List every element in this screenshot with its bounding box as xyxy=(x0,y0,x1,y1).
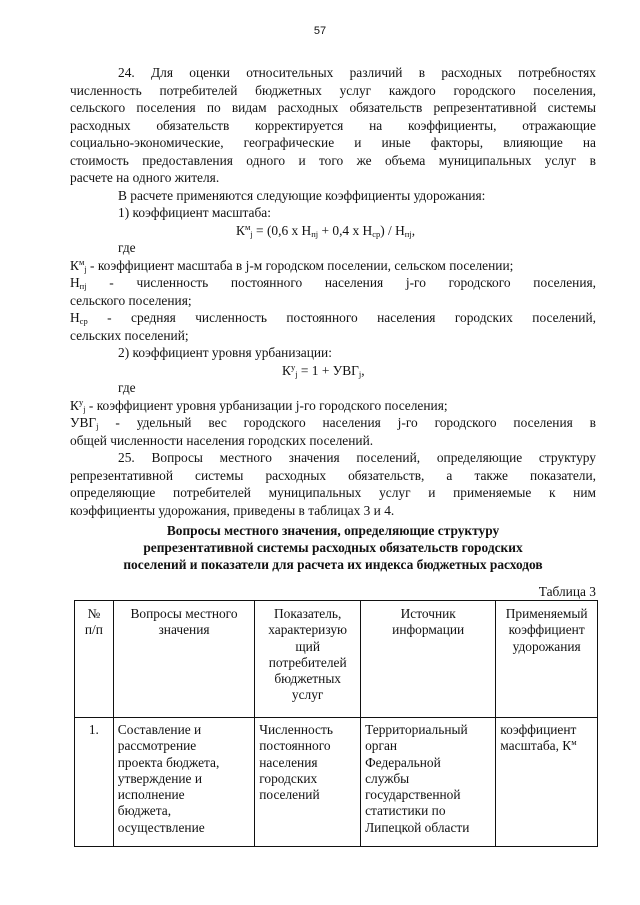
cell-line: Липецкой области xyxy=(365,819,470,835)
cell-line: информации xyxy=(392,622,465,638)
text-line: социально-экономические, географические и иные факторы, влияющие на xyxy=(70,135,596,150)
cell-line: орган xyxy=(365,738,398,754)
row-question xyxy=(113,718,254,847)
row-coefficient xyxy=(496,718,598,847)
header-indicator xyxy=(255,601,361,718)
text-line: 25. Вопросы местного значения поселений, определяющие структуру xyxy=(118,450,596,465)
text-line: определяющие потребителей муниципальных услуг и применяемые к ним xyxy=(70,485,596,500)
cell-line: службы xyxy=(365,770,410,786)
cell-line: Федеральной xyxy=(365,754,441,770)
cell-line: государственной xyxy=(365,787,461,803)
cell-line: осуществление xyxy=(117,819,205,835)
cell-line: № xyxy=(87,606,101,621)
paragraph-24 xyxy=(70,64,596,187)
cell-line: п/п xyxy=(84,622,103,638)
text-line: коэффициенты удорожания, приведены в таблицах 3 и 4. xyxy=(70,502,395,518)
heading-line: Вопросы местного значения, определяющие структуру xyxy=(166,523,500,538)
definition-ncp: $Н_{ср}$ - средняя численность постоянного населения городских поселений, xyxy=(70,310,596,326)
where-label: где xyxy=(118,240,136,255)
cell-line: исполнение xyxy=(117,787,185,803)
cell-line: Источник xyxy=(400,606,456,621)
body-text xyxy=(70,64,596,519)
coefficients-intro: В расчете применяются следующие коэффициенты удорожания: xyxy=(118,187,486,203)
where-label: где xyxy=(118,380,136,395)
formula-scale-coefficient: $К^м_j = (0,6$ х $Н_{пj} + 0,4$ х $Н_{ср}) / Н_{пj}$, xyxy=(236,221,416,239)
heading-line: поселений и показатели для расчета их индекса бюджетных расходов xyxy=(123,557,543,572)
definition-npj: $Н_{пj}$ - численность постоянного населения j-го городского поселения, xyxy=(70,275,596,291)
text-line: 24. Для оценки относительных различий в расходных потребностях xyxy=(118,65,596,80)
cell-line: Составление и xyxy=(117,722,202,737)
table-row xyxy=(75,718,598,847)
cell-line: проекта бюджета, xyxy=(117,754,220,770)
cell-line: статистики по xyxy=(365,803,446,819)
definition-npj-cont: сельского поселения; xyxy=(70,292,192,308)
cell-line: населения xyxy=(259,754,318,770)
header-coefficient xyxy=(496,601,598,718)
cell-line: щий xyxy=(295,638,320,654)
cell-line: Вопросы местного xyxy=(130,606,238,621)
header-number xyxy=(75,601,114,718)
cell-line: Территориальный xyxy=(365,722,468,737)
page-number: 57 xyxy=(313,25,327,37)
row-number: 1. xyxy=(75,718,114,847)
table-3 xyxy=(74,600,598,847)
cell-line: потребителей xyxy=(268,654,347,670)
definition-uvg-cont: общей численности населения городских поселений. xyxy=(70,432,374,448)
definition-ku: $К^у_j$ - коэффициент уровня урбанизации j-го городского поселения; xyxy=(70,396,448,414)
row-indicator xyxy=(255,718,361,847)
cell-line: услуг xyxy=(291,687,324,703)
cell-line: характеризую xyxy=(268,622,348,638)
table-label: Таблица 3 xyxy=(538,584,596,599)
cell-line: городских xyxy=(259,770,318,786)
paragraph-25 xyxy=(70,449,596,519)
text-line: расходных обязательств корректируется на коэффициенты, отражающие xyxy=(70,117,596,133)
cell-line: коэффициент xyxy=(500,722,577,737)
table-heading xyxy=(70,522,596,573)
cell-line: бюджетных xyxy=(274,671,342,687)
heading-line: репрезентативной системы расходных обязательств городских xyxy=(143,540,523,555)
text-line: численность потребителей бюджетных услуг каждого городского поселения, xyxy=(70,82,596,98)
cell-line: постоянного xyxy=(259,738,331,754)
text-line: расчете на одного жителя. xyxy=(70,170,220,185)
definition-ncp-cont: сельских поселений; xyxy=(70,327,189,343)
item-scale-coefficient: 1) коэффициент масштаба: xyxy=(118,205,271,220)
cell-line: Показатель, xyxy=(273,606,342,621)
cell-line: утверждение и xyxy=(117,770,202,786)
cell-line: Численность xyxy=(259,722,333,737)
row-source xyxy=(361,718,496,847)
cell-line: Применяемый xyxy=(505,606,588,621)
table-header-row xyxy=(75,601,598,718)
header-questions xyxy=(113,601,254,718)
cell-line: коэффициент xyxy=(508,622,585,638)
cell-line: бюджета, xyxy=(117,803,172,819)
item-urbanization-coefficient: 2) коэффициент уровня урбанизации: xyxy=(118,345,332,360)
header-source xyxy=(361,601,496,718)
formula-urbanization: $К^у_j = 1 + УВГ_j$, xyxy=(282,361,365,379)
text-line: репрезентативной системы расходных обязательств, а также показатели, xyxy=(70,467,596,483)
definition-km: $К^м_j$ - коэффициент масштаба в j-м городском поселении, сельском поселении; xyxy=(70,256,514,274)
cell-line: масштаба, $К^м$ xyxy=(500,737,577,754)
text-line: стоимость предоставления одного и того же объема муниципальных услуг в xyxy=(70,152,596,168)
cell-line: рассмотрение xyxy=(117,738,197,754)
definition-uvg: $УВГ_j$ - удельный вес городского населения j-го городского поселения в xyxy=(70,415,596,431)
cell-line: удорожания xyxy=(512,638,581,654)
cell-line: поселений xyxy=(259,787,320,803)
text-line: сельского поселения по видам расходных обязательств репрезентативной системы xyxy=(70,100,596,115)
cell-line: значения xyxy=(158,622,210,638)
